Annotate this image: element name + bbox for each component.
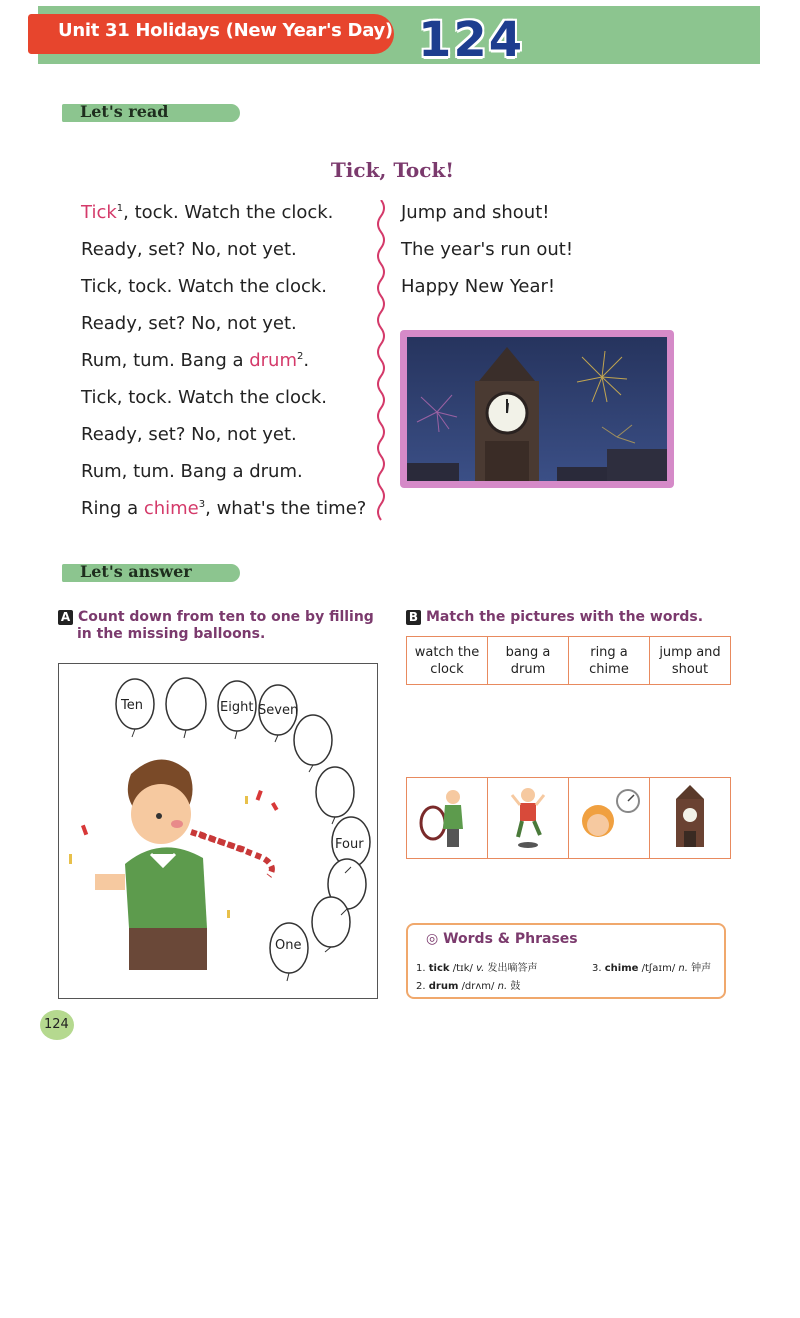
balloon-countdown-picture <box>58 663 378 999</box>
drum-picture <box>417 783 477 849</box>
part-a-badge: A <box>58 610 73 625</box>
phrase-cell: bang a drum <box>488 637 569 685</box>
balloon <box>316 767 354 817</box>
phrases-table <box>406 636 731 685</box>
balloon-label: Eight <box>220 700 254 715</box>
clock-tower-small-picture <box>660 783 720 849</box>
picture-cell-boy-jumping <box>488 778 569 859</box>
poem-line: Tick, tock. Watch the clock. <box>81 387 328 408</box>
wavy-divider <box>372 200 390 530</box>
poem-line: Ready, set? No, not yet. <box>81 313 297 334</box>
balloon <box>312 897 350 947</box>
vocab-item: 1. tick /tɪk/ v. 发出嘀答声 <box>416 963 538 974</box>
words-phrases-box <box>406 923 726 999</box>
picture-cell-girl-with-clock <box>569 778 650 859</box>
poem-line: The year's run out! <box>401 239 574 260</box>
lets-answer-label: Let's answer <box>80 562 192 581</box>
phrase-cell: ring a chime <box>569 637 650 685</box>
clock-tower-picture <box>400 330 674 488</box>
part-a-instruction: A Count down from ten to one by filling <box>58 606 388 625</box>
balloon-label: One <box>275 938 302 953</box>
vocab-item: 2. drum /drʌm/ n. 鼓 <box>416 981 521 992</box>
page-number: 124 <box>44 1017 69 1032</box>
picture-cell-clock-tower <box>650 778 731 859</box>
poem-line: Jump and shout! <box>401 202 550 223</box>
poem-line: Ring a chime$^3$, what's the time? <box>81 498 367 519</box>
poem-line: Tick, tock. Watch the clock. <box>81 276 328 297</box>
balloon-label: Four <box>335 837 364 852</box>
pictures-table <box>406 777 731 859</box>
chime-picture <box>574 783 644 849</box>
vocab-item: 3. chime /tʃaɪm/ n. 钟声 <box>592 963 712 974</box>
phrase-cell: watch the clock <box>407 637 488 685</box>
poem-line: Rum, tum. Bang a drum. <box>81 461 303 482</box>
unit-title: Unit 31 Holidays (New Year's Day) <box>58 20 393 41</box>
lets-read-label: Let's read <box>80 102 169 121</box>
poem-line: Ready, set? No, not yet. <box>81 424 297 445</box>
part-b-instruction: B Match the pictures with the words. <box>406 606 736 625</box>
balloon-label: Seven <box>258 703 299 718</box>
poem-line: Ready, set? No, not yet. <box>81 239 297 260</box>
words-phrases-title: ◎ Words & Phrases <box>426 931 578 947</box>
part-a-instruction-line2: in the missing balloons. <box>77 626 266 642</box>
poem-line: Happy New Year! <box>401 276 556 297</box>
balloon-label: Ten <box>121 698 143 713</box>
phrase-cell: jump and shout <box>650 637 731 685</box>
header-page-number: 124 <box>418 12 525 68</box>
jumping-picture <box>498 783 558 849</box>
part-b-badge: B <box>406 610 421 625</box>
poem-title: Tick, Tock! <box>330 158 455 182</box>
poem-line: Rum, tum. Bang a drum$^2$. <box>81 350 310 371</box>
balloon <box>166 678 206 730</box>
boy-figure <box>95 759 272 970</box>
picture-cell-boy-with-drum <box>407 778 488 859</box>
target-icon: ◎ <box>426 931 439 947</box>
balloon <box>294 715 332 765</box>
poem-line: Tick$^1$, tock. Watch the clock. <box>81 202 334 223</box>
